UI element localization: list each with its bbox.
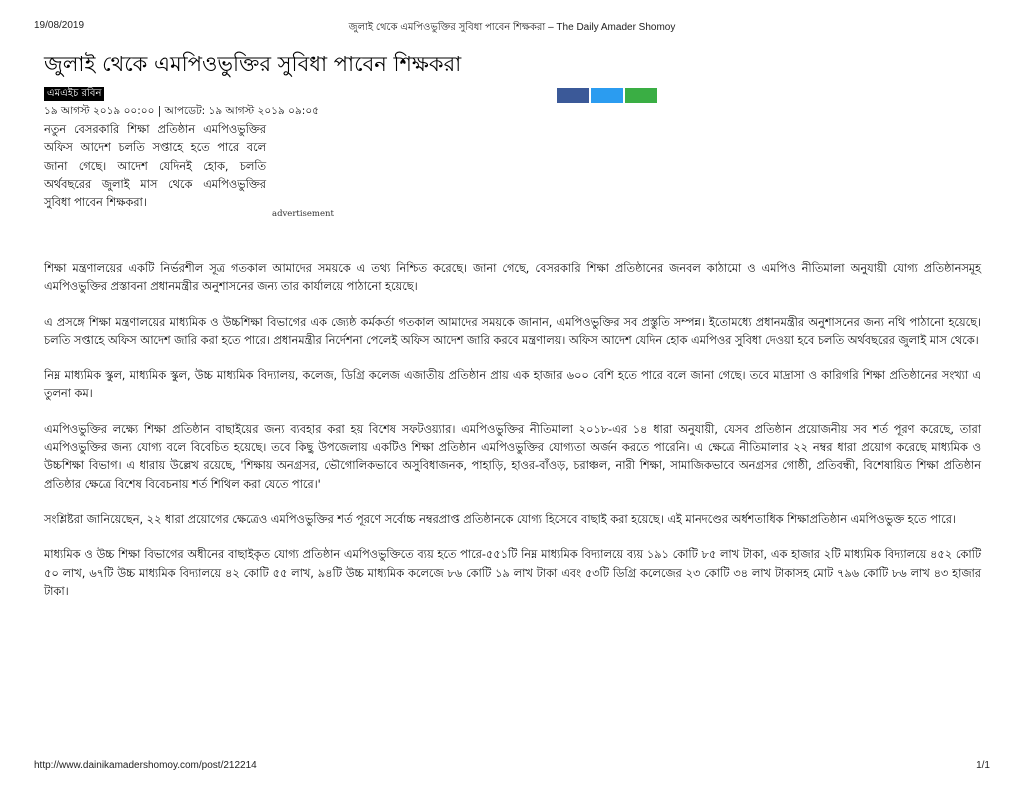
body-paragraph: সংশ্লিষ্টরা জানিয়েছেন, ২২ ধারা প্রয়োগের ক্ষেত্রেও এমপিওভুক্তির শর্ত পূরণে সর্বোচ্চ নম্বরপ্রাপ্ত প্রতিষ্ঠানকে যোগ্য হিসেবে বাছাই করা হয়েছে। এই মানদণ্ডের অর্ধশতাধিক শিক্ষাপ্রতিষ্ঠান এমপিওভুক্ত হতে পারে।	[44, 512, 956, 526]
twitter-share-icon[interactable]	[591, 88, 623, 103]
print-footer	[34, 760, 990, 774]
advertisement-label: advertisement	[272, 209, 334, 219]
body-paragraph: মাধ্যমিক ও উচ্চ শিক্ষা বিভাগের অধীনের বাছাইকৃত যোগ্য প্রতিষ্ঠান এমপিওভুক্তিতে ব্যয় হতে পারে-৫৫১টি নিম্ন মাধ্যমিক বিদ্যালয়ে ব্যয় ১৯১ কোটি ৮৫ লাখ টাকা, এক হাজার ২টি মাধ্যমিক বিদ্যালয়ে ৪৫২ কোটি ৫০ লাখ, ৬৭টি উচ্চ মাধ্যমিক বিদ্যালয়ে ৪২ কোটি ৫৫ লাখ, ৯৪টি উচ্চ মাধ্যমিক কলেজে ৮৬ কোটি ১৯ লাখ টাকা এবং ৫৩টি ডিগ্রি কলেজের ২৩ কোটি ৩৪ লাখ টাকাসহ মোট ৭৯৬ কোটি ৮৬ লাখ ৪৩ হাজার টাকা।	[44, 548, 981, 598]
body-paragraph: এমপিওভুক্তির লক্ষ্যে শিক্ষা প্রতিষ্ঠান বাছাইয়ের জন্য ব্যবহার করা হয় বিশেষ সফটওয়্যার। এমপিওভুক্তির নীতিমালা ২০১৮-এর ১৪ ধারা অনুযায়ী, যেসব প্রতিষ্ঠান প্রয়োজনীয় সব শর্ত পূরণ করেছে, তারা এমপিওভুক্তির জন্য যোগ্য বলে বিবেচিত হয়েছে। তবে কিছু উপজেলায় একটিও শিক্ষা প্রতিষ্ঠান এমপিওভুক্তির যোগ্যতা অর্জন করতে পারেনি। এ ক্ষেত্রে নীতিমালার ২২ নম্বর ধারা প্রয়োগ করেছে মাধ্যমিক ও উচ্চশিক্ষা বিভাগ। এ ধারায় উল্লেখ রয়েছে, 'শিক্ষায় অনগ্রসর, ভৌগোলিকভাবে অসুবিধাজনক, পাহাড়ি, হাওর-বাঁওড়, চরাঞ্চল, নারী শিক্ষা, সামাজিকভাবে অনগ্রসর গোষ্ঠী, প্রতিবন্ধী, বিশেষায়িত শিক্ষা প্রতিষ্ঠান প্রতিষ্ঠার ক্ষেত্রে বিশেষ বিবেচনায় শর্ত শিথিল করা যেতে পারে।'	[44, 422, 981, 491]
author-badge[interactable]: এমএইচ রবিন	[44, 87, 104, 101]
page-number: 1/1	[976, 760, 990, 771]
facebook-share-icon[interactable]	[557, 88, 589, 103]
article-body	[44, 260, 981, 618]
page-url[interactable]: http://www.dainikamadershomoy.com/post/212214	[34, 760, 257, 771]
body-paragraph: নিম্ন মাধ্যমিক স্কুল, মাধ্যমিক স্কুল, উচ্চ মাধ্যমিক বিদ্যালয়, কলেজ, ডিগ্রি কলেজ এজাতীয় প্রতিষ্ঠান প্রায় এক হাজার ৬০০ বেশি হতে পারে বলে জানা গেছে। তবে মাদ্রাসা ও কারিগরি শিক্ষা প্রতিষ্ঠানের সংখ্যা এ তুলনা কম।	[44, 369, 981, 401]
print-page-title: জুলাই থেকে এমপিওভুক্তির সুবিধা পাবেন শিক্ষকরা – The Daily Amader Shomoy	[348, 22, 676, 33]
print-date: 19/08/2019	[34, 20, 85, 31]
body-paragraph: শিক্ষা মন্ত্রণালয়ের একটি নির্ভরশীল সূত্র গতকাল আমাদের সময়কে এ তথ্য নিশ্চিত করেছে। জানা গেছে, বেসরকারি শিক্ষা প্রতিষ্ঠানের জনবল কাঠামো ও এমপিও নীতিমালা অনুযায়ী যোগ্য প্রতিষ্ঠানসমূহ এমপিওভুক্তির প্রস্তাবনা প্রধানমন্ত্রীর অনুশাসনের জন্য তার কার্যালয়ে পাঠানো হয়েছে।	[44, 262, 981, 294]
article-headline: জুলাই থেকে এমপিওভুক্তির সুবিধা পাবেন শিক্ষকরা	[44, 52, 462, 76]
body-paragraph: এ প্রসঙ্গে শিক্ষা মন্ত্রণালয়ের মাধ্যমিক ও উচ্চশিক্ষা বিভাগের এক জ্যেষ্ঠ কর্মকর্তা গতকাল আমাদের সময়কে জানান, এমপিওভুক্তির সব প্রস্তুতি সম্পন্ন। ইতোমধ্যে প্রধানমন্ত্রীর অনুশাসনের জন্য নথি পাঠানো হয়েছে। চলতি সপ্তাহে অফিস আদেশ জারি করা হতে পারে। প্রধানমন্ত্রীর নির্দেশনা পেলেই অফিস আদেশ জারি করবে মন্ত্রণালয়। অফিস আদেশ যেদিন হোক এমপিওর সুবিধা দেওয়া হবে চলতি অর্থবছরের জুলাই মাস থেকে।	[44, 315, 981, 347]
print-header	[34, 20, 990, 34]
article-dateline: ১৯ আগস্ট ২০১৯ ০০:০০ | আপডেট: ১৯ আগস্ট ২০১৯ ০৯:০৫	[44, 105, 319, 117]
article-lead: নতুন বেসরকারি শিক্ষা প্রতিষ্ঠান এমপিওভুক্তির অফিস আদেশ চলতি সপ্তাহে হতে পারে বলে জানা গেছে। আদেশ যেদিনই হোক, চলতি অর্থবছরের জুলাই মাস থেকে এমপিওভুক্তির সুবিধা পাবেন শিক্ষকরা।	[44, 123, 266, 210]
whatsapp-share-icon[interactable]	[625, 88, 657, 103]
share-buttons	[557, 88, 657, 103]
